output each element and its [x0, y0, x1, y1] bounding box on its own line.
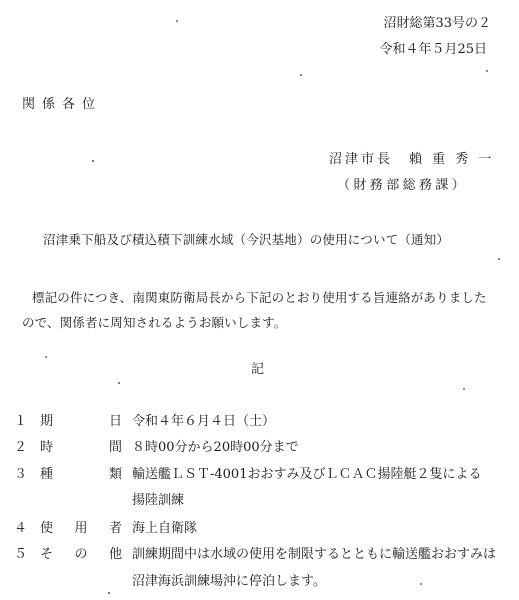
- item-label-char: 種: [40, 467, 54, 482]
- addressee: 関係各位: [22, 97, 103, 112]
- item-label-char: 日: [108, 414, 122, 429]
- item-value: 輸送艦ＬＳＴ-4001おおすみ及びＬＣＡＣ揚陸艇２隻による: [132, 467, 482, 482]
- body-line-1: 標記の件につき、南関東防衛局長から下記のとおり使用する旨連絡がありました: [32, 290, 487, 305]
- item-value: 訓練期間中は水域の使用を制限するとともに輸送艦おおすみは: [132, 547, 497, 562]
- item-label-char: そ: [40, 547, 54, 562]
- item-number: １: [14, 414, 28, 429]
- sender-department: （財務部総務課）: [337, 178, 469, 193]
- scan-speck: [300, 74, 302, 76]
- document-number: 沼財総第33号の２: [383, 16, 491, 31]
- item-number: ５: [14, 547, 28, 562]
- ki-heading: 記: [251, 362, 265, 377]
- item-label: [40, 521, 122, 537]
- item-value-continued: 揚陸訓練: [132, 493, 185, 508]
- scan-speck: [420, 583, 422, 585]
- scan-speck: [108, 592, 110, 594]
- item-label-char: 時: [40, 440, 54, 455]
- item-number: ３: [14, 467, 28, 482]
- item-label: [40, 547, 122, 563]
- scan-speck: [463, 388, 465, 390]
- item-label: [40, 414, 122, 430]
- item-label-char: 者: [108, 521, 122, 536]
- scan-speck: [45, 356, 47, 358]
- scan-speck: [92, 160, 94, 162]
- item-label: [40, 440, 122, 456]
- item-value-continued: 沼津海浜訓練場沖に停泊します。: [132, 574, 326, 589]
- item-value: 令和４年６月４日（土）: [132, 414, 276, 429]
- item-number: ２: [14, 440, 28, 455]
- item-label-char: 間: [108, 440, 122, 455]
- sender-name: 沼津市長 賴 重 秀 一: [329, 152, 495, 167]
- item-label-char: の: [74, 547, 88, 562]
- item-value: ８時00分から20時00分まで: [132, 440, 299, 455]
- subject-title: 沼津乗下船及び積込積下訓練水域（今沢基地）の使用について（通知）: [43, 232, 450, 247]
- item-value: 海上自衛隊: [132, 521, 198, 536]
- scan-speck: [486, 70, 488, 72]
- item-label-char: 類: [108, 467, 122, 482]
- scan-speck: [176, 20, 178, 22]
- document-date: 令和４年５月25日: [379, 42, 487, 57]
- item-label-char: 他: [108, 547, 122, 562]
- item-number: ４: [14, 521, 28, 536]
- scan-speck: [118, 382, 120, 384]
- item-label-char: 期: [40, 414, 54, 429]
- item-label-char: 使: [40, 521, 54, 536]
- item-label: [40, 467, 122, 483]
- item-label-char: 用: [74, 521, 88, 536]
- body-line-2: ので、関係者に周知されるようお願いします。: [22, 315, 287, 330]
- scan-speck: [498, 258, 500, 260]
